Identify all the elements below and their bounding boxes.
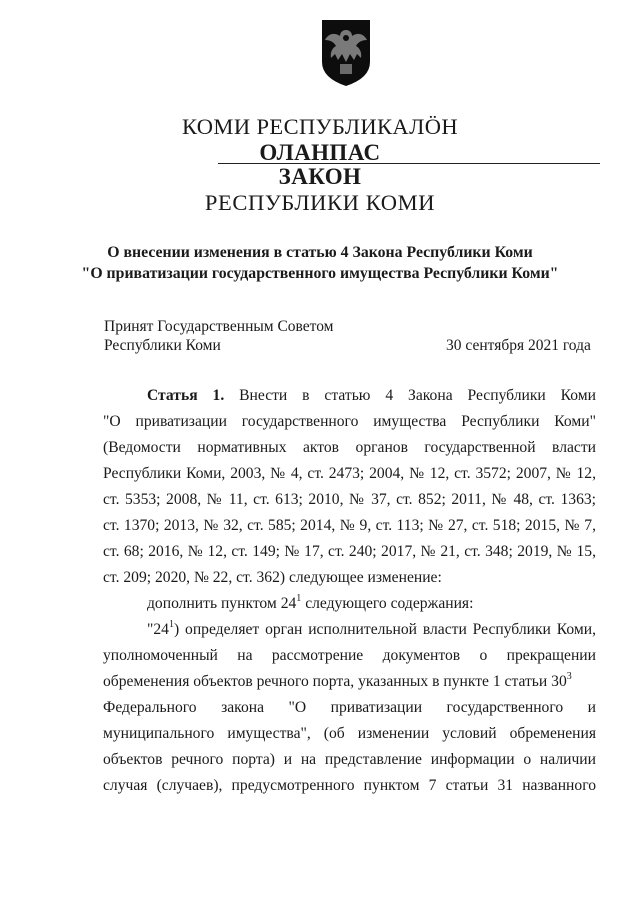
- header-republic-komi: РЕСПУБЛИКИ КОМИ: [204, 190, 436, 215]
- quoted-amendment-line: Федерального закона "О приватизации государственного и: [103, 699, 596, 716]
- header-republic-komi-language: КОМИ РЕСПУБЛИКАЛÖН: [181, 114, 459, 139]
- adoption-line-1: Принят Государственным Советом: [104, 318, 334, 335]
- amendment-intro: дополнить пунктом $24^1$ следующего содержания:: [147, 593, 474, 612]
- header-olanpas: ОЛАНПАС: [259, 140, 381, 165]
- article-line: (Ведомости нормативных актов органов государственной власти: [103, 439, 596, 456]
- article-line: Статья 1. Внести в статью 4 Закона Республики Коми: [147, 387, 596, 404]
- law-title-line-1: О внесении изменения в статью 4 Закона Республики Коми: [107, 244, 533, 261]
- article-line: ст. 1370; 2013, № 32, ст. 585; 2014, № 9, ст. 113; № 27, ст. 518; 2015, № 7,: [103, 517, 596, 534]
- quoted-amendment-line: случая (случаев), предусмотренного пунктом 7 статьи 31 названного: [103, 777, 596, 794]
- quoted-amendment-line: объектов речного порта) и на представление информации о наличии: [103, 751, 596, 768]
- article-line: Республики Коми, 2003, № 4, ст. 2473; 2004, № 12, ст. 3572; 2007, № 12,: [103, 465, 596, 482]
- article-1: [103, 383, 596, 799]
- quoted-amendment-line: обременения объектов речного порта, указанных в пункте 1 статьи $30^3$: [103, 671, 572, 690]
- quoted-amendment-line: "$24^1$) определяет орган исполнительной власти Республики Коми,: [147, 619, 596, 638]
- quoted-amendment-line: муниципального имущества", (об изменении условий обременения: [103, 725, 596, 742]
- adoption-line-2: Республики Коми: [104, 337, 221, 354]
- law-title-line-2: "О приватизации государственного имущества Республики Коми": [81, 265, 559, 282]
- article-label: Статья 1.: [147, 387, 225, 404]
- article-line: ст. 209; 2020, № 22, ст. 362) следующее изменение:: [103, 569, 442, 586]
- header-zakon: ЗАКОН: [278, 164, 362, 189]
- coat-of-arms-emblem: [318, 18, 374, 88]
- article-line: ст. 5353; 2008, № 11, ст. 613; 2010, № 37, ст. 852; 2011, № 48, ст. 1363;: [103, 491, 596, 508]
- adoption-date: 30 сентября 2021 года: [446, 337, 591, 354]
- article-line: "О приватизации государственного имущества Республики Коми": [103, 413, 596, 430]
- article-line: ст. 68; 2016, № 12, ст. 149; № 17, ст. 240; 2017, № 21, ст. 348; 2019, № 15,: [103, 543, 596, 560]
- quoted-amendment-line: уполномоченный на рассмотрение документов о прекращении: [103, 647, 596, 664]
